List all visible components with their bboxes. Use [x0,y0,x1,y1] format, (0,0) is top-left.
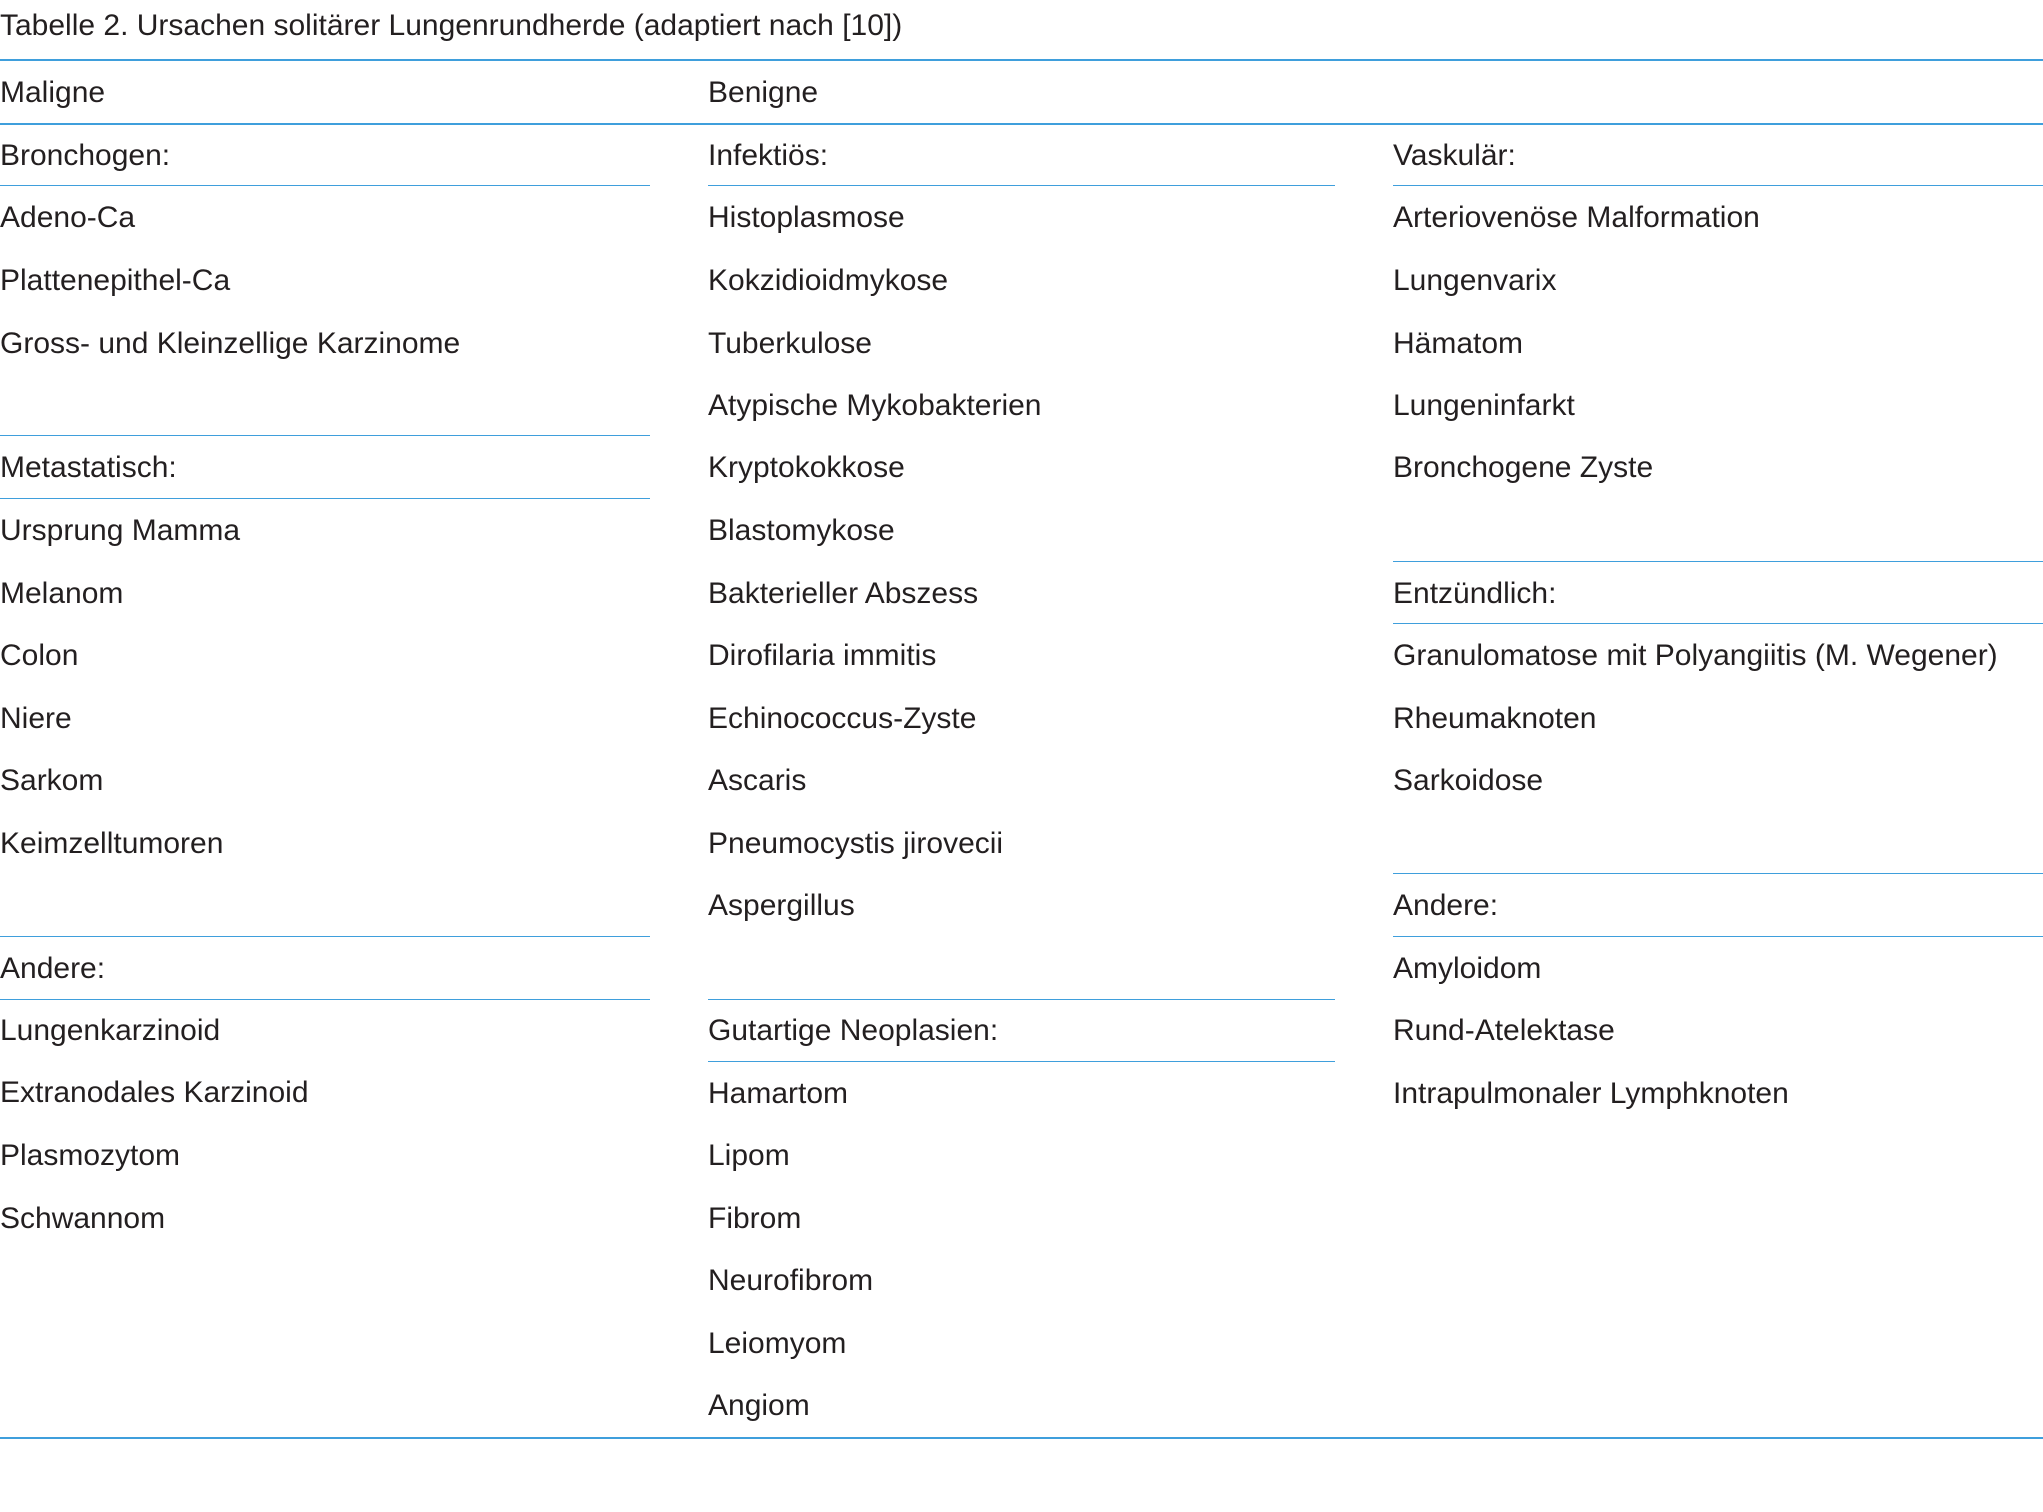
section-title-andere-benigne: Andere: [1393,889,1499,922]
list-item: Lungeninfarkt [1393,389,1575,422]
list-item: Tuberkulose [708,327,872,360]
list-item: Hamartom [708,1077,849,1110]
rule-top [0,59,2043,61]
section-title-vaskulaer: Vaskulär: [1393,139,1516,172]
section-title-neoplasien: Gutartige Neoplasien: [708,1014,999,1047]
list-item: Kryptokokkose [708,451,905,484]
list-item: Hämatom [1393,327,1524,360]
section-rule [1393,623,2043,624]
table-caption: Tabelle 2. Ursachen solitärer Lungenrundherde (adaptiert nach [10]) [0,9,903,42]
list-item: Pneumocystis jirovecii [708,827,1004,860]
section-rule [0,999,650,1000]
list-item: Sarkom [0,764,104,797]
section-rule [0,185,650,186]
list-item: Granulomatose mit Polyangiitis (M. Wegener) [1393,639,1998,672]
section-title-andere: Andere: [0,952,106,985]
list-item: Fibrom [708,1202,802,1235]
list-item: Plattenepithel-Ca [0,264,231,297]
list-item: Arteriovenöse Malformation [1393,201,1760,234]
rule-bottom [0,1437,2043,1439]
list-item: Leiomyom [708,1327,847,1360]
list-item: Bakterieller Abszess [708,577,979,610]
section-rule [708,185,1335,186]
list-item: Rheumaknoten [1393,702,1597,735]
list-item: Lungenvarix [1393,264,1557,297]
section-rule [0,435,650,436]
list-item: Colon [0,639,79,672]
header-benigne: Benigne [708,76,819,109]
list-item: Niere [0,702,72,735]
section-rule [1393,561,2043,562]
list-item: Aspergillus [708,889,855,922]
list-item: Atypische Mykobakterien [708,389,1042,422]
list-item: Extranodales Karzinoid [0,1076,309,1109]
list-item: Plasmozytom [0,1139,181,1172]
section-title-infektioes: Infektiös: [708,139,829,172]
list-item: Ursprung Mamma [0,514,241,547]
list-item: Echinococcus-Zyste [708,702,977,735]
list-item: Keimzelltumoren [0,827,224,860]
section-rule [0,936,650,937]
list-item: Lipom [708,1139,790,1172]
list-item: Rund-Atelektase [1393,1014,1615,1047]
section-rule [1393,936,2043,937]
list-item: Amyloidom [1393,952,1542,985]
section-rule [0,498,650,499]
list-item: Intrapulmonaler Lymphknoten [1393,1077,1789,1110]
section-title-bronchogen: Bronchogen: [0,139,171,172]
rule-header [0,123,2043,125]
list-item: Schwannom [0,1202,166,1235]
list-item: Melanom [0,577,124,610]
list-item: Kokzidioidmykose [708,264,949,297]
section-rule [1393,873,2043,874]
list-item: Bronchogene Zyste [1393,451,1654,484]
list-item: Sarkoidose [1393,764,1544,797]
list-item: Angiom [708,1389,810,1422]
header-maligne: Maligne [0,76,106,109]
list-item: Lungenkarzinoid [0,1014,221,1047]
list-item: Neurofibrom [708,1264,874,1297]
section-title-metastatisch: Metastatisch: [0,451,177,484]
list-item: Dirofilaria immitis [708,639,937,672]
section-title-entzuendlich: Entzündlich: [1393,577,1557,610]
list-item: Gross- und Kleinzellige Karzinome [0,327,461,360]
list-item: Histoplasmose [708,201,905,234]
list-item: Adeno-Ca [0,201,136,234]
section-rule [1393,185,2043,186]
list-item: Blastomykose [708,514,895,547]
section-rule [708,1061,1335,1062]
section-rule [708,999,1335,1000]
list-item: Ascaris [708,764,807,797]
